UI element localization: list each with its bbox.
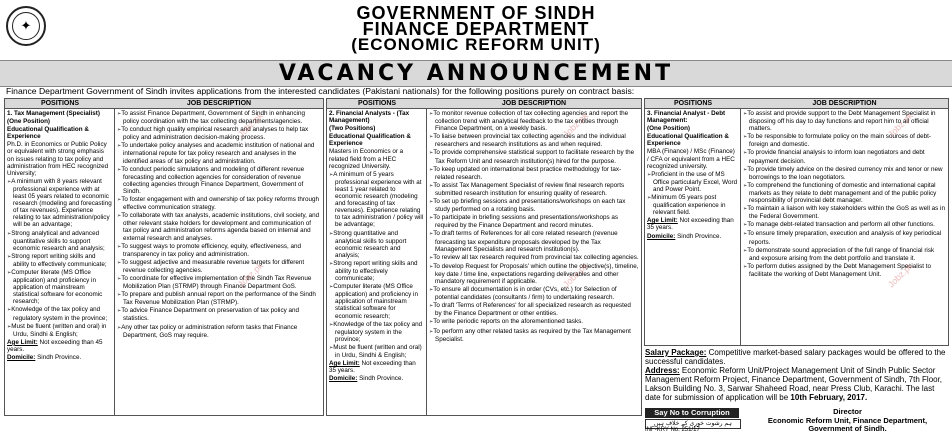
job-item: ➢ To comprehend the functioning of domestic and international capital markets as they relate to debt management and of the public policy responsibility of provincial debt manager.: [743, 182, 946, 204]
job-item: ➢ To provide timely advice on the desired currency mix and tenor or new borrowings to the loan negotiators.: [743, 166, 946, 181]
job-item: ➢ To draft 'Terms of References' for all specialized research as requested by the Finance Department or other entities.: [429, 302, 639, 317]
sindh-seal-icon: ✦: [6, 6, 46, 46]
age-limit-value: Not exceeding than 45 years.: [7, 338, 103, 353]
position-count: (One Position): [647, 125, 691, 133]
requirement-item: ➢ Strong report writing skills and ability to effectively communicate;: [329, 260, 424, 282]
position-count: (Two Positions): [329, 125, 376, 133]
urdu-slogan: ہم رشوت خوری کے خلاف ہیں: [645, 419, 741, 429]
job-item: ➢ To monitor revenue collection of tax collecting agencies and report the collection trend with analytical feedback to the tax entities through Finance Department, on a weekly basis.: [429, 110, 639, 132]
position-count: (One Position): [7, 118, 51, 126]
domicile-label: Domicile:: [329, 375, 358, 383]
job-item: ➢ To assist Finance Department, Government of Sindh in enhancing policy coordination with the tax collecting departments/agencies.: [117, 110, 321, 125]
requirement-item: ➢ Strong analytical and advanced quantitative skills to support economic research and analysis;: [7, 230, 112, 252]
job-item: ➢ To conduct periodic simulations and modeling of different revenue forecasting and collection agencies for consideration of revenue collecting agencies through Finance Department, Government of Sindh.: [117, 166, 321, 195]
director-line-1: Economic Reform Unit, Finance Department,: [767, 415, 928, 425]
job-description: [741, 109, 948, 346]
department-title: FINANCE DEPARTMENT: [362, 19, 590, 39]
watermark: Jobz.pk: [236, 110, 266, 140]
position-details: [645, 109, 741, 346]
job-description: [115, 109, 323, 415]
watermark: Jobz.pk: [886, 110, 916, 140]
job-item: ➢ To assist Tax Management Specialist of review final research reports submitted research institution for ensuring quality of research.: [429, 182, 639, 197]
job-item: ➢ To ensure timely preparation, execution and analysis of key periodical reports.: [743, 230, 946, 245]
job-item: ➢ To participate in briefing sessions and presentations/workshops as required by the Finance Department and record minutes.: [429, 214, 639, 229]
age-limit-label: Age Limit:: [329, 360, 360, 368]
qualification-heading: Educational Qualification & Experience: [7, 126, 89, 141]
salary-address-block: [645, 348, 950, 402]
job-item: ➢ To foster engagement with and ownership of tax policy reforms through effective communication strategy.: [117, 196, 321, 211]
domicile-value: Sindh Province.: [677, 232, 722, 240]
banner-text: VACANCY ANNOUNCEMENT: [278, 61, 674, 86]
requirement-item: ➢ Computer literate (MS Office application) and proficiency in application of mainstream statistical software for economic research;: [7, 269, 112, 305]
requirement-item: ➢ Proficient in the use of MS Office particularly Excel, Word and Power Point.: [647, 171, 738, 193]
position-column-1: [4, 98, 324, 416]
job-item: ➢ To keep updated on international best practice methodology for tax-related research.: [429, 166, 639, 181]
column-header: [645, 99, 948, 109]
job-item: ➢ To maintain a liaison with key stakeholders within the GoS as well as in the Federal Government.: [743, 205, 946, 220]
position-title: 2. Financial Analysts - (Tax Management): [329, 110, 410, 125]
requirement-item: ➢ Strong report writing skills and ability to effectively communicate;: [7, 253, 112, 268]
job-item: ➢ To draft terms of References for all core related research (revenue forecasting tax expenditure proposals developed by the Tax Management Specialists and research institution(s).: [429, 230, 639, 252]
column-header: [5, 99, 323, 109]
requirement-item: ➢ Must be fluent (written and oral) in Urdu, Sindhi & English;: [329, 344, 424, 359]
job-item: ➢ To undertake policy analyses and academic institution of national and international repute for tax policy research and analyses in the identified areas of tax policy and administration.: [117, 142, 321, 164]
domicile-label: Domicile:: [647, 232, 676, 240]
domicile-value: Sindh Province.: [37, 354, 82, 361]
deadline-prefix: The last date for submission of application will be: [645, 384, 935, 402]
qualification-heading: Educational Qualification & Experience: [329, 133, 411, 148]
director-signature: [745, 408, 950, 434]
address-label: Address:: [645, 366, 680, 375]
position-column-2: [326, 98, 642, 416]
requirement-item: ➢ Strong quantitative and analytical skills to support economic research and analysis;: [329, 230, 424, 259]
column-header: [327, 99, 641, 109]
job-item: ➢ To conduct high quality empirical research and analyses to help tax policy and administration decision-making process.: [117, 126, 321, 141]
job-item: ➢ To manage debt-related transaction and perform all other functions.: [743, 221, 946, 229]
position-column-3: [644, 98, 949, 346]
positions-header: POSITIONS: [357, 100, 397, 107]
reference-number: INF-KRY No. 251/17: [645, 427, 700, 433]
job-item: ➢ To be responsible to formulate policy on the main sources of debt-foreign and domestic.: [743, 133, 946, 148]
job-item: ➢ To prepare and publish annual report on the performance of the Sindh Tax Revenue Mobilization Plan (STRMP).: [117, 291, 321, 306]
position-title: 3. Financial Analyst - Debt Management:: [647, 110, 726, 125]
job-item: ➢ To collaborate with tax analysts, academic institutions, civil society, and other relevant stake holders for development and communication of tax policy and administration reforms agenda based on internal and external research and analyses.: [117, 212, 321, 241]
job-description-header: JOB DESCRIPTION: [812, 100, 877, 107]
say-no-to-corruption: Say No to Corruption: [645, 408, 739, 418]
watermark: Jobz.pk: [561, 110, 591, 140]
salary-text: Competitive market-based salary packages would be offered to the successful candidates.: [645, 348, 946, 366]
header: [0, 0, 952, 62]
deadline-date: 10th February, 2017.: [790, 393, 868, 402]
qualification-heading: Educational Qualification & Experience: [647, 133, 729, 148]
watermark: Jobz.pk: [886, 260, 916, 290]
job-item: ➢ To suggest adjective and measurable revenue targets for different revenue collecting agencies.: [117, 259, 321, 274]
positions-header: POSITIONS: [673, 100, 713, 107]
requirement-item: ➢ Computer literate (MS Office application) and proficiency in application of mainstream statistical software for economic research;: [329, 283, 424, 319]
qualification-text: Masters in Economics or a related field from a HEC recognized University.: [329, 148, 404, 170]
job-item: ➢ To develop Request for Proposals' which outline the objective(s), timeline, key date / time line, expectations regarding deliverables and other mandatory requirement if applicable.: [429, 263, 639, 285]
requirement-item: ➢ Must be fluent (written and oral) in Urdu, Sindhi & English;: [7, 323, 112, 338]
job-item: ➢ To provide financial analysis to inform loan negotiators and debt repayment decision.: [743, 149, 946, 164]
salary-label: Salary Package:: [645, 348, 707, 357]
position-title: 1. Tax Management (Specialist): [7, 110, 100, 117]
requirement-item: ➢ A minimum with 8 years relevant professional experience with at least 05 years related to economic research (modeling and forecasting of tax revenues). Experience relating to tax administration/policy will be an advantage;: [7, 178, 112, 229]
job-item: ➢ To coordinate for effective implementation of the Sindh Tax Revenue Mobilization Plan (STRMP) through Finance Department GoS.: [117, 275, 321, 290]
job-item: ➢ To write periodic reports on the aforementioned tasks.: [429, 318, 639, 326]
unit-title: (ECONOMIC REFORM UNIT): [351, 35, 601, 54]
requirement-item: ➢ Minimum 05 years post qualification experience in relevant field.: [647, 194, 738, 216]
watermark: Jobz.pk: [236, 260, 266, 290]
age-limit-label: Age Limit:: [647, 217, 678, 225]
director-line-2: Government of Sindh.: [808, 424, 887, 433]
domicile-label: Domicile:: [7, 354, 36, 361]
intro-text: Finance Department Government of Sindh invites applications from the interested candidates (Pakistani nationals) for the following positions purely on contract basis:: [6, 86, 635, 96]
address-text: Economic Reform Unit/Project Management Unit of Sindh Public Sector Management Reform Project, Finance Department, Government of Sindh, 7th Floor, Lakson Building No. 3, Sarwar Shaheed Road, near Press Club, Karachi.: [645, 366, 943, 393]
job-item: ➢ To suggest ways to promote efficiency, equity, effectiveness, and transparency in tax policy and administration.: [117, 243, 321, 258]
requirement-item: ➢ A minimum of 5 years professional experience with at least 1 year related to economic research (modeling and forecasting of tax revenues). Experience relating to tax administration / policy will be advantage;: [329, 171, 424, 229]
job-item: ➢ To perform any other related tasks as required by the Tax Management Specialist.: [429, 328, 639, 343]
director-title: Director: [833, 407, 862, 416]
job-item: ➢ To review all tax research required from provincial tax collecting agencies.: [429, 254, 639, 262]
government-title: GOVERNMENT OF SINDH: [356, 3, 596, 23]
job-description: [427, 109, 641, 415]
job-item: ➢ To demonstrate sound appreciation of the full range of financial risk and exposure arising from the debt portfolio and translate it.: [743, 247, 946, 262]
job-description-header: JOB DESCRIPTION: [186, 100, 252, 107]
job-description-header: JOB DESCRIPTION: [501, 100, 567, 107]
vacancy-banner: [0, 60, 952, 87]
age-limit-label: Age Limit:: [7, 338, 38, 346]
job-item: ➢ To perform duties assigned by the Debt Management Specialist to facilitate the working of Debt Management Unit.: [743, 263, 946, 278]
job-item: ➢ To provide comprehensive statistical support to facilitate research by the Tax Reform Unit and research institution(s) hired for the purpose.: [429, 149, 639, 164]
qualification-text: Ph.D. in Economics or Public Policy or equivalent with strong emphasis on issues relating to tax policy and administration from HEC recognized University;: [7, 141, 109, 177]
job-item: ➢ Any other tax policy or administration reform tasks that Finance Department, GoS may require.: [117, 324, 321, 339]
watermark: Jobz.pk: [561, 260, 591, 290]
position-details: [327, 109, 427, 415]
job-item: ➢ To assist and provide support to the Debt Management Specialist in disposing off his day to day functions and report him to all official matters.: [743, 110, 946, 132]
qualification-text: MBA (Finance) / MSc (Finance) / CFA or equivalent from a HEC recognized university.: [647, 148, 735, 170]
requirement-item: ➢ Knowledge of the tax policy and regulatory system in the province;: [329, 321, 424, 343]
age-limit-value: Not exceeding than 35 years.: [647, 217, 734, 232]
job-item: ➢ To liaise between provincial tax collecting agencies and the individual researchers and research institutions as and when required.: [429, 133, 639, 148]
job-item: ➢ To ensure all documentation is in order (CVs, etc.) for Selection of potential candidates (consultants / firm) to undertaking research.: [429, 286, 639, 301]
requirement-item: ➢ Knowledge of the tax policy and regulatory system in the province;: [7, 306, 112, 321]
job-item: ➢ To advice Finance Department on preservation of tax policy and statistics.: [117, 307, 321, 322]
job-item: ➢ To set up briefing sessions and presentations/workshops on each tax study performed on a rotating basis.: [429, 198, 639, 213]
age-limit-value: Not exceeding than 35 years.: [329, 360, 416, 375]
domicile-value: Sindh Province.: [359, 375, 404, 383]
positions-header: POSITIONS: [40, 100, 80, 107]
position-details: [5, 109, 115, 415]
